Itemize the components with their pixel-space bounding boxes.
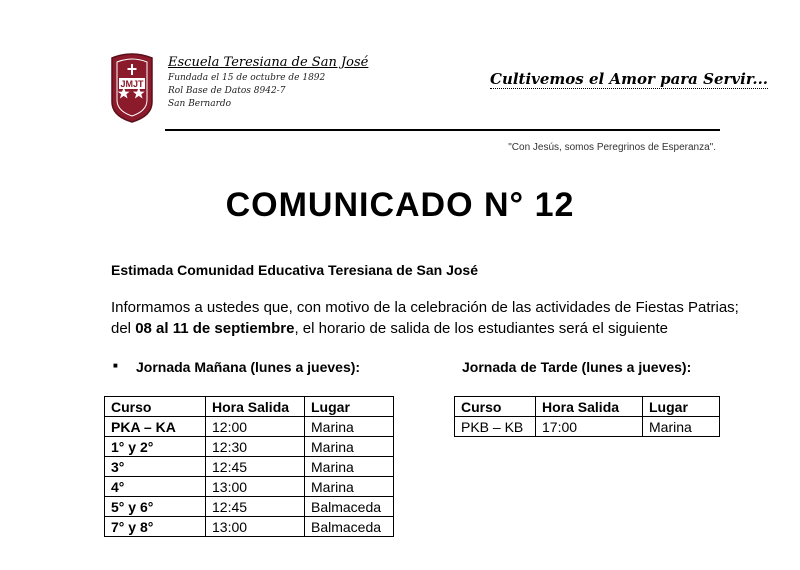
table-cell: PKA – KA	[105, 417, 206, 437]
afternoon-schedule-table	[454, 396, 720, 437]
column-header: Lugar	[643, 397, 720, 417]
column-header: Hora Salida	[206, 397, 305, 417]
header-divider	[165, 129, 720, 131]
table-cell: 17:00	[536, 417, 643, 437]
table-cell: Marina	[305, 457, 394, 477]
table-row	[105, 417, 394, 437]
body-line-2-end: , el horario de salida de los estudiantes será el siguiente	[294, 320, 669, 337]
table-cell: 12:00	[206, 417, 305, 437]
city-name: San Bernardo	[168, 99, 232, 109]
school-name: Escuela Teresiana de San José	[168, 55, 369, 70]
page-title: COMUNICADO N° 12	[225, 186, 575, 224]
body-line-2	[111, 320, 668, 337]
rol-base-datos: Rol Base de Datos 8942-7	[168, 86, 286, 96]
table-cell: Marina	[643, 417, 720, 437]
morning-schedule-table	[104, 396, 394, 537]
table-cell: 13:00	[206, 517, 305, 537]
table-cell: Marina	[305, 477, 394, 497]
table-row	[105, 437, 394, 457]
table-cell: 5° y 6°	[105, 497, 206, 517]
body-line-1: Informamos a ustedes que, con motivo de la celebración de las actividades de Fiestas Patrias;	[111, 299, 739, 316]
column-header: Hora Salida	[536, 397, 643, 417]
table-cell: 7° y 8°	[105, 517, 206, 537]
table-cell: 12:45	[206, 497, 305, 517]
table-cell: 4°	[105, 477, 206, 497]
table-header-row	[455, 397, 720, 417]
table-row	[105, 477, 394, 497]
table-header-row	[105, 397, 394, 417]
column-header: Lugar	[305, 397, 394, 417]
table-cell: Marina	[305, 437, 394, 457]
table-cell: Balmaceda	[305, 517, 394, 537]
table-cell: 3°	[105, 457, 206, 477]
table-cell: 12:30	[206, 437, 305, 457]
table-cell: PKB – KB	[455, 417, 536, 437]
header-quote: "Con Jesús, somos Peregrinos de Esperanza".	[508, 142, 716, 153]
body-line-2-start: del	[111, 320, 136, 337]
table-row	[105, 497, 394, 517]
column-header: Curso	[105, 397, 206, 417]
school-motto: Cultivemos el Amor para Servir...	[490, 70, 769, 88]
greeting: Estimada Comunidad Educativa Teresiana de San José	[111, 262, 478, 278]
table-row	[105, 517, 394, 537]
founded-date: Fundada el 15 de octubre de 1892	[168, 73, 326, 83]
table-cell: Marina	[305, 417, 394, 437]
crest-initials: JMJT	[120, 79, 144, 89]
morning-heading: Jornada Mañana (lunes a jueves):	[136, 359, 361, 375]
table-row	[105, 457, 394, 477]
date-range: 08 al 11 de septiembre	[135, 320, 295, 337]
table-cell: Balmaceda	[305, 497, 394, 517]
column-header: Curso	[455, 397, 536, 417]
afternoon-heading: Jornada de Tarde (lunes a jueves):	[462, 359, 692, 375]
table-cell: 12:45	[206, 457, 305, 477]
table-cell: 13:00	[206, 477, 305, 497]
school-crest-logo	[109, 50, 155, 124]
bullet-icon: ■	[113, 361, 118, 370]
table-cell: 1° y 2°	[105, 437, 206, 457]
table-row	[455, 417, 720, 437]
